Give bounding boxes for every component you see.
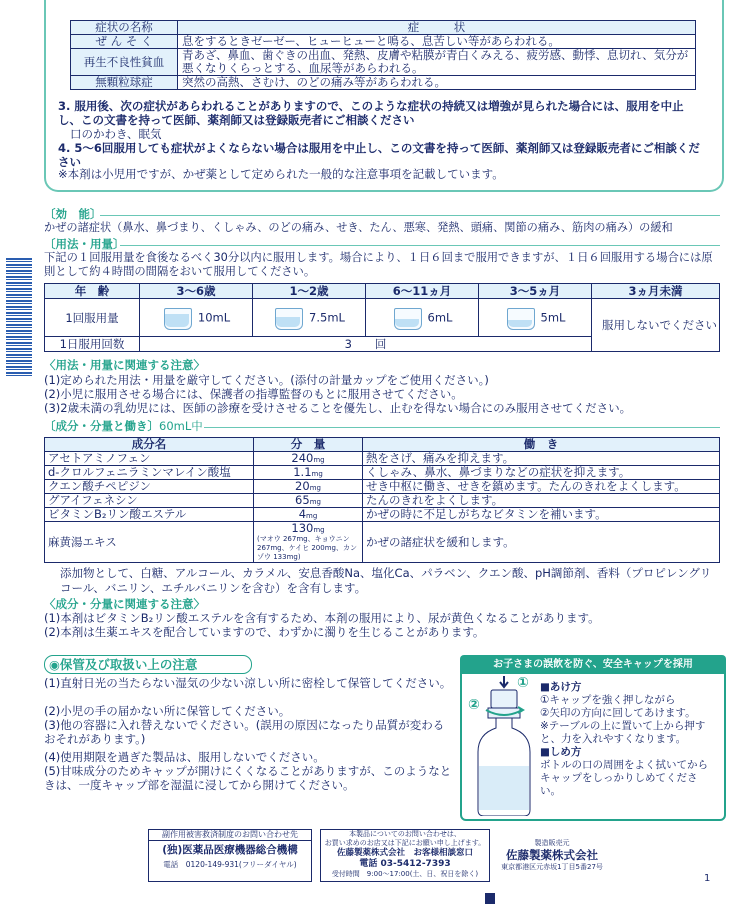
safety-cap-header: お子さまの誤飲を防ぐ、安全キャップを採用 [460, 655, 726, 674]
inquiry-box [320, 829, 490, 882]
ingredient-sub: (マオウ 267mg、キョウニン 267mg、ケイヒ 200mg、カンゾウ 133mg) [257, 535, 357, 561]
dose-cell [140, 299, 253, 337]
measuring-cup-icon [162, 306, 192, 330]
symptom-desc: 突然の高熱、さむけ、のどの痛み等があらわれる。 [178, 76, 696, 90]
ingredient-name: ビタミンB₂リン酸エステル [45, 508, 254, 522]
warning-item-3-sub: 口のかわき、眠気 [70, 127, 162, 141]
open-note: ※テーブルの上に置いて上から押すと、力を入れやすくなります。 [540, 720, 706, 745]
age-cell: 1～2歳 [253, 284, 366, 299]
relief-contact-box [148, 829, 312, 882]
relief-org: (独)医薬品医療機器総合機構 [162, 844, 298, 856]
dose-label: 1回服用量 [45, 299, 140, 337]
step-1-marker: ① [517, 675, 529, 691]
ingredient-amount: 20mg [254, 480, 363, 494]
symptom-desc: 息をするときゼーゼー、ヒューヒューと鳴る、息苦しい等があらわれる。 [178, 35, 696, 49]
step-2-marker: ② [468, 697, 480, 713]
registration-mark [485, 893, 495, 904]
inquiry-tel: 電話 03-5412-7393 [359, 859, 451, 869]
times-value: 3 回 [140, 337, 592, 352]
ingredient-amount: 240mg [254, 452, 363, 466]
close-text: ボトルの口の周囲をよく拭いてからキャップをしっかりしめてください。 [540, 759, 708, 797]
age-cell: 3ヵ月未満 [592, 284, 720, 299]
dosage-note: (1)定められた用法・用量を厳守してください。(添付の計量カップをご使用ください。) [44, 373, 489, 387]
symptom-name: ぜ ん そ く [71, 35, 178, 49]
divider [204, 427, 720, 428]
ingredient-note: (1)本剤はビタミンB₂リン酸エステルを含有するため、本剤の服用により、尿が黄色くなることがあります。 [44, 611, 600, 625]
col-action: 働 き [363, 438, 720, 452]
relief-tel: 電話 0120-149-931(フリーダイヤル) [163, 860, 297, 869]
dosage-note: (2)小児に服用させる場合には、保護者の指導監督のもとに服用させてください。 [44, 387, 463, 401]
dosage-notes-heading: 〈用法・用量に関連する注意〉 [44, 358, 205, 372]
symptom-name: 無顆粒球症 [71, 76, 178, 90]
inquiry-hours: 受付時間 9:00～17:00(土、日、祝日を除く) [331, 870, 479, 878]
manufacturer-label: 製造販売元 [534, 839, 570, 847]
additives-text: 添加物として、白糖、アルコール、カラメル、安息香酸Na、塩化Ca、パラベン、クエン酸、pH調節剤、香料（プロピレングリコール、バニリン、エチルバニリンを含む）を含有します。 [60, 566, 712, 595]
ingredient-notes-heading: 〈成分・分量に関連する注意〉 [44, 597, 205, 611]
storage-item: (3)他の容器に入れ替えないでください。(誤用の原因になったり品質が変わるおそれがあります。) [44, 718, 445, 746]
ingredient-action: 熱をさげ、痛みを抑えます。 [363, 452, 720, 466]
warning-item-4: 4. 5～6回服用しても症状がよくならない場合は服用を中止し、この文書を持って医師、薬剤師又は登録販売者にご相談ください [58, 141, 700, 169]
ingredient-action: たんのきれをよくします。 [363, 494, 720, 508]
storage-item: (4)使用期限を過ぎた製品は、服用しないでください。 [44, 750, 325, 764]
storage-heading-box [44, 655, 252, 674]
dose-value: 6mL [427, 310, 453, 324]
storage-item: (2)小児の手の届かない所に保管してください。 [44, 704, 291, 718]
col-amount: 分 量 [254, 438, 363, 452]
ingredient-amount: 65mg [254, 494, 363, 508]
measuring-cup-icon [273, 306, 303, 330]
col-name: 成分名 [45, 438, 254, 452]
measuring-cup-icon [505, 306, 535, 330]
ingredients-heading-wrap [44, 419, 203, 433]
ingredient-action: せき中枢に働き、せきを鎮めます。たんのきれをよくします。 [363, 480, 720, 494]
dosage-note: (3)2歳未満の乳幼児には、医師の診療を受けさせることを優先し、止むを得ない場合にのみ服用させてください。 [44, 401, 632, 415]
times-label: 1日服用回数 [45, 337, 140, 352]
divider [100, 215, 720, 216]
manufacturer-name: 佐藤製薬株式会社 [506, 848, 598, 862]
dose-cell [479, 299, 592, 337]
warning-note: ※本剤は小児用ですが、かぜ薬として定められた一般的な注意事項を記載しています。 [58, 167, 504, 181]
ingredients-heading-suffix: 60mL中 [159, 419, 203, 433]
storage-heading: ◉保管及び取扱い上の注意 [49, 657, 198, 672]
cap-instructions [540, 681, 716, 798]
storage-item: (1)直射日光の当たらない湿気の少ない涼しい所に密栓して保管してください。 [44, 676, 452, 690]
dose-value: 7.5mL [309, 310, 345, 324]
symptom-col-name: 症状の名称 [71, 21, 178, 35]
ingredient-action: くしゃみ、鼻水、鼻づまりなどの症状を抑えます。 [363, 466, 720, 480]
dose-cell [366, 299, 479, 337]
page-number: 1 [704, 873, 711, 884]
ingredients-table [44, 437, 720, 563]
inquiry-line1: 本製品についてのお問い合わせは、 [349, 830, 461, 838]
ingredient-amount: 1.1mg [254, 466, 363, 480]
symptom-table [70, 20, 696, 90]
open-step-2: ②矢印の方向に回してあけます。 [540, 707, 696, 719]
dose-cell [253, 299, 366, 337]
relief-title: 副作用被害救済制度のお問い合わせ先 [149, 830, 311, 841]
ingredient-action: かぜの諸症状を緩和します。 [363, 522, 720, 563]
dose-value: 5mL [540, 310, 566, 324]
age-label: 年 齢 [45, 284, 140, 299]
measuring-cup-icon [392, 306, 422, 330]
storage-item: (5)甘味成分のためキャップが開けにくくなることがありますが、このようなときは、一度キャップ部を湿温に浸してから開けてください。 [44, 764, 452, 792]
ingredient-name: 麻黄湯エキス [45, 522, 254, 563]
close-title: ■しめ方 [540, 746, 582, 758]
ingredient-action: かぜの時に不足しがちなビタミンを補います。 [363, 508, 720, 522]
symptom-desc: 青あざ、鼻血、歯ぐきの出血、発熱、皮膚や粘膜が青白くみえる、疲労感、動悸、息切れ、気分が悪くなりくらっとする、血尿等があらわれる。 [178, 49, 696, 76]
ingredient-note: (2)本剤は生薬エキスを配合していますので、わずかに濁りを生じることがあります。 [44, 625, 485, 639]
ingredient-name: クエン酸チペピジン [45, 480, 254, 494]
symptom-name: 再生不良性貧血 [71, 49, 178, 76]
divider [120, 245, 720, 246]
age-cell: 6～11ヵ月 [366, 284, 479, 299]
efficacy-heading: 〔効 能〕 [44, 207, 102, 221]
side-barcode [6, 258, 32, 376]
ingredient-amount: 4mg [254, 508, 363, 522]
ingredient-name: グアイフェネシン [45, 494, 254, 508]
symptom-col-desc: 症 状 [178, 21, 696, 35]
manufacturer-block [492, 839, 612, 872]
warning-item-3: 3. 服用後、次の症状があらわれることがありますので、このような症状の持続又は増強が見られた場合には、服用を中止し、この文書を持って医師、薬剤師又は登録販売者にご相談ください [58, 99, 684, 127]
open-step-1: ①キャップを強く押しながら [540, 694, 676, 706]
efficacy-text: かぜの諸症状（鼻水、鼻づまり、くしゃみ、のどの痛み、せき、たん、悪寒、発熱、頭痛、関節の痛み、筋肉の痛み）の緩和 [44, 221, 673, 234]
inquiry-org: 佐藤製薬株式会社 お客様相談窓口 [336, 848, 473, 858]
under-3m-note: 服用しないでください [592, 299, 720, 352]
dosage-heading: 〔用法・用量〕 [44, 237, 125, 251]
dose-value: 10mL [197, 310, 231, 324]
age-cell: 3～6歳 [140, 284, 253, 299]
inquiry-line2: お買い求めのお店又は下記にお願い申し上げます。 [324, 839, 486, 847]
ingredient-name: d-クロルフェニラミンマレイン酸塩 [45, 466, 254, 480]
ingredient-amount: 130mg (マオウ 267mg、キョウニン 267mg、ケイヒ 200mg、カンゾウ 133mg) [254, 522, 363, 563]
age-cell: 3～5ヵ月 [479, 284, 592, 299]
open-title: ■あけ方 [540, 681, 582, 693]
dosage-text: 下記の１回服用量を食後なるべく30分以内に服用します。場合により、１日６回まで服用できますが、１日６回服用する場合には原則として約４時間の間隔をおいて服用してください。 [44, 251, 713, 278]
manufacturer-address: 東京都港区元赤坂1丁目5番27号 [501, 863, 603, 871]
ingredients-heading: 〔成分・分量と働き〕 [44, 419, 159, 433]
ingredient-name: アセトアミノフェン [45, 452, 254, 466]
dosage-table [44, 283, 720, 352]
